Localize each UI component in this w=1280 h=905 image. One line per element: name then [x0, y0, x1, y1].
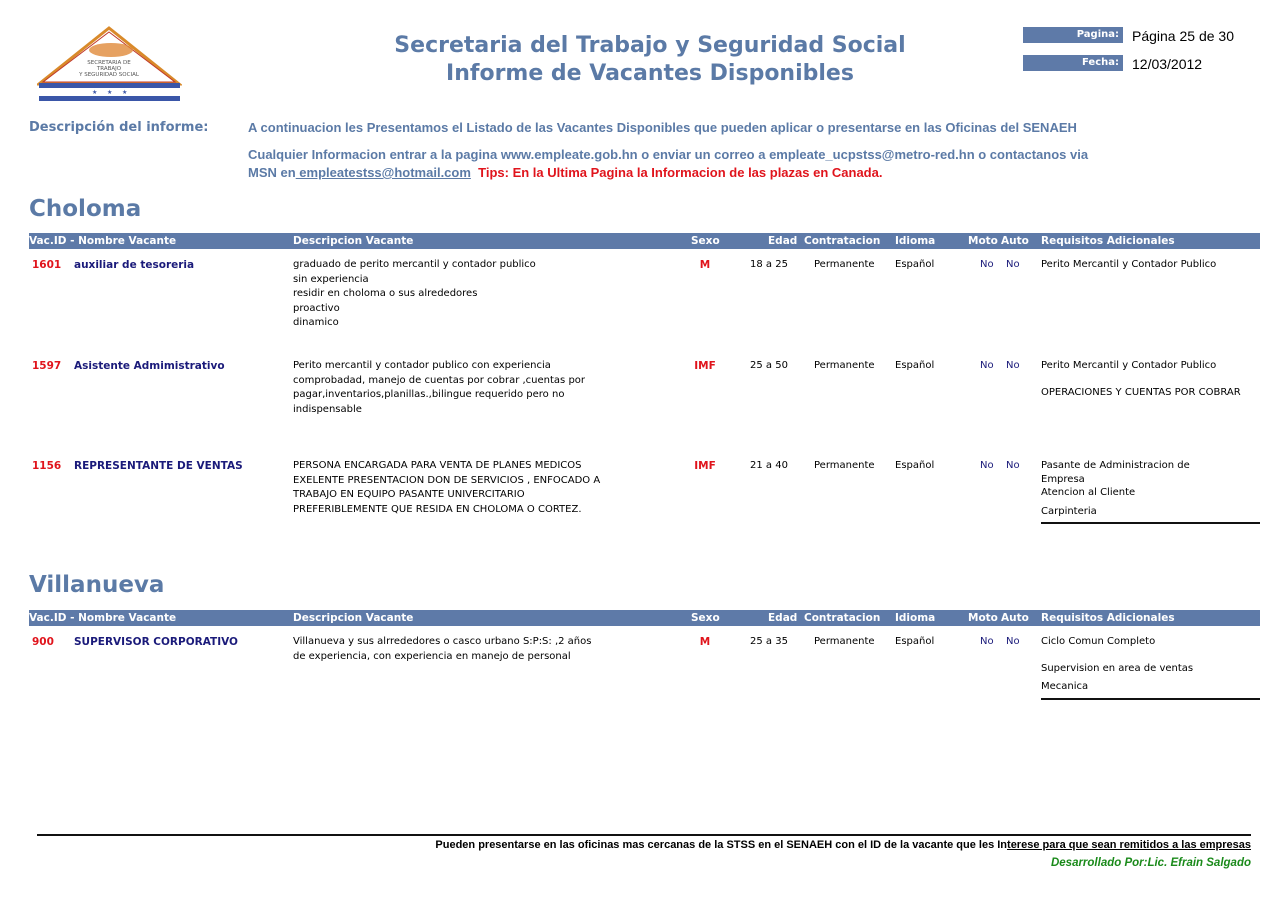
vacancy-requisito: Empresa	[1041, 474, 1085, 485]
col-idioma: Idioma	[895, 235, 936, 247]
footer-note-underlined: terese para que sean remitidos a las empresas	[1007, 839, 1251, 851]
col-sexo: Sexo	[691, 235, 720, 247]
vacancy-name: Asistente Admimistrativo	[74, 360, 225, 372]
vacancy-id: 900	[32, 636, 54, 648]
vacancy-edad: 25 a 50	[750, 360, 788, 371]
vacancy-name: SUPERVISOR CORPORATIVO	[74, 636, 238, 648]
vacancy-moto: No	[980, 259, 994, 270]
developer-credit: Desarrollado Por:Lic. Efrain Salgado	[1050, 857, 1251, 869]
col-edad: Edad	[768, 235, 798, 247]
fecha-value: 12/03/2012	[1132, 56, 1203, 72]
title-line-2: Informe de Vacantes Disponibles	[446, 61, 854, 86]
msn-prefix: MSN en	[248, 165, 296, 180]
table-header-choloma	[29, 233, 1260, 249]
vacancy-contratacion: Permanente	[814, 259, 875, 270]
vacancy-requisito: Carpinteria	[1041, 506, 1097, 517]
vacancy-edad: 21 a 40	[750, 460, 788, 471]
title-line-1: Secretaria del Trabajo y Seguridad Social	[394, 33, 906, 58]
description-line-3	[248, 164, 882, 182]
vacancy-auto: No	[1006, 259, 1020, 270]
vacancy-moto: No	[980, 636, 994, 647]
vacancy-auto: No	[1006, 636, 1020, 647]
vacancy-sexo: M	[699, 636, 711, 648]
vacancy-description: Villanueva y sus alrrededores o casco urbano S:P:S: ,2 años de experiencia, con experiencia en manejo de personal	[293, 636, 592, 662]
vacancy-contratacion: Permanente	[814, 360, 875, 371]
table-row	[29, 258, 1260, 348]
col-id-name: Vac.ID - Nombre Vacante	[29, 612, 177, 624]
vacancy-idioma: Español	[895, 460, 935, 471]
table-row	[29, 359, 1260, 429]
section-title-choloma: Choloma	[29, 196, 142, 222]
vacancy-sexo: M	[699, 259, 711, 271]
svg-text:★: ★	[92, 89, 98, 96]
svg-text:★: ★	[107, 89, 113, 96]
vacancy-description: Perito mercantil y contador publico con experiencia comprobadad, manejo de cuentas por cobrar ,cuentas por pagar,inventarios,planillas.,bilingue requerido pero no indispensable	[293, 360, 586, 415]
pagina-value: Página 25 de 30	[1132, 28, 1234, 44]
vacancy-idioma: Español	[895, 259, 935, 270]
pagina-label: Pagina:	[1023, 27, 1123, 43]
vacancy-contratacion: Permanente	[814, 460, 875, 471]
logo-emblem-icon	[37, 26, 182, 102]
vacancy-id: 1156	[32, 460, 62, 472]
vacancy-auto: No	[1006, 360, 1020, 371]
msn-email-link[interactable]: empleatestss@hotmail.com	[295, 165, 471, 180]
vacancy-moto: No	[980, 460, 994, 471]
description-line-2: Cualquier Informacion entrar a la pagina www.empleate.gob.hn o enviar un correo a empleate_ucpstss@metro-red.hn o contactanos via	[248, 147, 1089, 162]
vacancy-name: auxiliar de tesoreria	[74, 259, 195, 271]
col-contratacion: Contratacion	[804, 612, 881, 624]
tips-text: Tips: En la Ultima Pagina la Informacion de las plazas en Canada.	[478, 165, 883, 180]
description-label: Descripción del informe:	[29, 120, 209, 135]
vacancy-edad: 18 a 25	[750, 259, 788, 270]
vacancy-contratacion: Permanente	[814, 636, 875, 647]
vacancy-sexo: IMF	[694, 460, 716, 472]
requisitos-divider	[1041, 698, 1260, 700]
col-descripcion: Descripcion Vacante	[293, 235, 414, 247]
col-requisitos: Requisitos Adicionales	[1041, 235, 1175, 247]
fecha-label: Fecha:	[1023, 55, 1123, 71]
table-row	[29, 459, 1260, 529]
vacancy-id: 1601	[32, 259, 62, 271]
col-moto: Moto	[968, 612, 998, 624]
footer-note-text: Pueden presentarse en las oficinas mas cercanas de la STSS en el SENAEH con el ID de la vacante que les In	[435, 839, 1008, 851]
col-requisitos: Requisitos Adicionales	[1041, 612, 1175, 624]
vacancy-requisito: Perito Mercantil y Contador Publico	[1041, 259, 1217, 270]
table-row	[29, 635, 1260, 705]
footer-note	[435, 839, 1251, 851]
footer-divider	[37, 834, 1251, 836]
vacancy-idioma: Español	[895, 360, 935, 371]
col-sexo: Sexo	[691, 612, 720, 624]
table-header-villanueva	[29, 610, 1260, 626]
vacancy-requisito: Atencion al Cliente	[1041, 487, 1136, 498]
col-auto: Auto	[1001, 612, 1029, 624]
svg-text:Y SEGURIDAD SOCIAL: Y SEGURIDAD SOCIAL	[79, 72, 139, 78]
vacancy-moto: No	[980, 360, 994, 371]
vacancy-requisito: Ciclo Comun Completo	[1041, 636, 1156, 647]
col-moto: Moto	[968, 235, 998, 247]
col-descripcion: Descripcion Vacante	[293, 612, 414, 624]
vacancy-name: REPRESENTANTE DE VENTAS	[74, 460, 243, 472]
vacancy-description: PERSONA ENCARGADA PARA VENTA DE PLANES MEDICOS EXELENTE PRESENTACION DON DE SERVICIOS , ENFOCADO A TRABAJO EN EQUIPO PASANTE UNIVERCITARIO PREFERIBLEMENTE QUE RESIDA EN CHOLOMA O CORTEZ.	[293, 460, 601, 515]
vacancy-sexo: IMF	[694, 360, 716, 372]
vacancy-requisito: Perito Mercantil y Contador Publico	[1041, 360, 1217, 371]
vacancy-requisito: OPERACIONES Y CUENTAS POR COBRAR	[1041, 387, 1241, 398]
vacancy-edad: 25 a 35	[750, 636, 788, 647]
report-title	[330, 32, 970, 88]
vacancy-auto: No	[1006, 460, 1020, 471]
vacancy-requisito: Pasante de Administracion de	[1041, 460, 1190, 471]
vacancy-id: 1597	[32, 360, 62, 372]
col-edad: Edad	[768, 612, 798, 624]
svg-text:SECRETARIA DE: SECRETARIA DE	[87, 60, 131, 66]
col-idioma: Idioma	[895, 612, 936, 624]
svg-text:★: ★	[122, 89, 128, 96]
stss-logo	[37, 26, 182, 102]
vacancy-requisito: Mecanica	[1041, 681, 1089, 692]
vacancy-description: graduado de perito mercantil y contador publico sin experiencia residir en choloma o sus alrededores proactivo dinamico	[293, 259, 536, 329]
col-id-name: Vac.ID - Nombre Vacante	[29, 235, 177, 247]
vacancy-requisito: Supervision en area de ventas	[1041, 663, 1194, 674]
section-title-villanueva: Villanueva	[29, 572, 165, 598]
svg-text:TRABAJO: TRABAJO	[96, 66, 122, 72]
col-contratacion: Contratacion	[804, 235, 881, 247]
vacancy-idioma: Español	[895, 636, 935, 647]
col-auto: Auto	[1001, 235, 1029, 247]
description-line-1: A continuacion les Presentamos el Listado de las Vacantes Disponibles que pueden aplicar o presentarse en las Oficinas del SENAEH	[248, 120, 1077, 135]
requisitos-divider	[1041, 522, 1260, 524]
